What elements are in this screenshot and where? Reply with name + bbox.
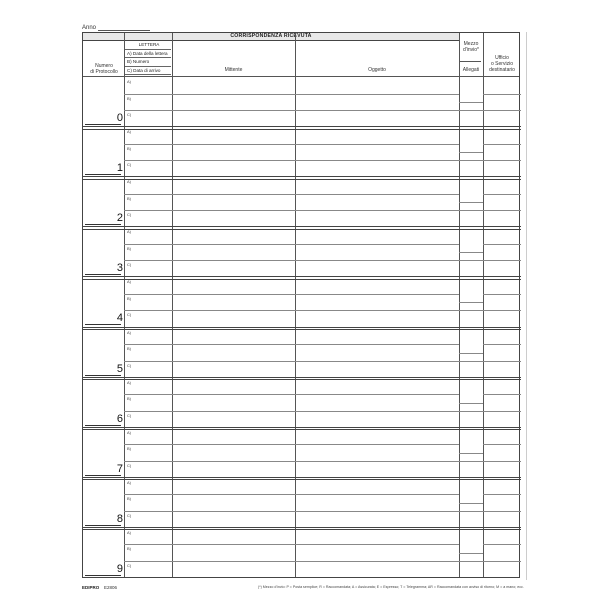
row-divider xyxy=(483,194,521,195)
row-sub-label: B) xyxy=(127,195,131,201)
row-divider xyxy=(483,294,521,295)
row-sub-label: C) xyxy=(127,362,132,368)
allegati-divider xyxy=(459,260,483,261)
header-numero xyxy=(85,63,123,75)
footer-logo: EDIPRO xyxy=(82,585,100,590)
row-sub-label: A) xyxy=(127,329,131,335)
protocol-number-line xyxy=(85,425,121,426)
anno-blank[interactable] xyxy=(98,24,150,31)
allegati-divider xyxy=(459,511,483,512)
register-table xyxy=(82,32,520,578)
row-divider xyxy=(483,144,521,145)
row-divider xyxy=(124,110,459,111)
row-sub-label: C) xyxy=(127,562,132,568)
row-sub-label: B) xyxy=(127,446,131,452)
allegati-divider xyxy=(459,210,483,211)
row-divider xyxy=(124,361,459,362)
protocol-number: 0 xyxy=(116,112,123,125)
register-entry xyxy=(83,77,521,127)
row-sub-label: B) xyxy=(127,245,131,251)
row-divider xyxy=(124,194,459,195)
header-numero-lettera: B) Numero xyxy=(125,58,171,67)
row-sub-label: A) xyxy=(127,479,131,485)
anno-label: Anno xyxy=(82,25,97,31)
allegati-divider xyxy=(459,561,483,562)
row-sub-label: C) xyxy=(127,112,132,117)
header-lettera-title: LETTERA xyxy=(125,41,171,50)
allegati-divider xyxy=(459,361,483,362)
row-sub-label: B) xyxy=(127,396,131,402)
allegati-divider xyxy=(459,310,483,311)
protocol-number: 9 xyxy=(116,562,123,575)
row-divider xyxy=(483,210,521,211)
row-sub-label: B) xyxy=(127,95,131,101)
row-divider xyxy=(483,461,521,462)
row-divider xyxy=(483,494,521,495)
row-divider xyxy=(483,411,521,412)
allegati-divider xyxy=(459,461,483,462)
header-oggetto: Oggetto xyxy=(368,67,386,73)
footer-code: E2806 xyxy=(104,585,118,590)
row-divider xyxy=(124,260,459,261)
allegati-divider xyxy=(459,152,483,153)
row-sub-label: A) xyxy=(127,279,131,285)
header-data-lettera: A) Data della lettera xyxy=(125,50,171,59)
allegati-divider xyxy=(459,503,483,504)
row-divider xyxy=(124,461,459,462)
protocol-number-line xyxy=(85,324,121,325)
allegati-divider xyxy=(459,453,483,454)
row-sub-label: A) xyxy=(127,129,131,135)
protocol-number: 1 xyxy=(116,162,123,175)
row-sub-label: A) xyxy=(127,429,131,435)
row-sub-label: C) xyxy=(127,162,132,168)
header-allegati: Allegati xyxy=(462,67,480,73)
protocol-number-line xyxy=(85,375,121,376)
row-sub-label: A) xyxy=(127,179,131,185)
row-divider xyxy=(124,511,459,512)
header-ufficio-line2: o Servizio xyxy=(491,61,513,67)
allegati-divider xyxy=(459,403,483,404)
row-divider xyxy=(124,160,459,161)
row-divider xyxy=(124,561,459,562)
row-divider xyxy=(483,561,521,562)
protocol-number-line xyxy=(85,475,121,476)
header-lettera xyxy=(125,41,171,75)
row-divider xyxy=(483,110,521,111)
header-mezzo-divider xyxy=(459,61,481,62)
row-divider xyxy=(124,544,459,545)
anno-field xyxy=(82,24,150,31)
row-sub-label: A) xyxy=(127,229,131,235)
row-sub-label: C) xyxy=(127,462,132,468)
protocol-number-line xyxy=(85,174,121,175)
protocol-number: 6 xyxy=(116,412,123,425)
row-sub-label: C) xyxy=(127,312,132,318)
row-divider xyxy=(483,244,521,245)
row-sub-label: A) xyxy=(127,379,131,385)
protocol-number: 4 xyxy=(116,312,123,325)
allegati-divider xyxy=(459,160,483,161)
header-mezzo xyxy=(460,41,482,53)
row-divider xyxy=(124,210,459,211)
register-entry xyxy=(83,277,521,327)
header-ufficio xyxy=(484,55,520,73)
register-entry xyxy=(83,478,521,528)
header-numero-line1: Numero xyxy=(95,63,113,69)
row-divider xyxy=(483,260,521,261)
protocol-number: 8 xyxy=(116,512,123,525)
header-mezzo-line2: d'invio* xyxy=(463,47,479,53)
row-sub-label: C) xyxy=(127,212,132,218)
row-sub-label: B) xyxy=(127,295,131,301)
row-sub-label: B) xyxy=(127,346,131,351)
register-entry xyxy=(83,428,521,478)
protocol-number: 7 xyxy=(116,462,123,475)
row-divider xyxy=(124,94,459,95)
header-mezzo-line1: Mezzo xyxy=(463,41,479,47)
header-ufficio-line3: destinatario xyxy=(489,67,515,73)
protocol-number-line xyxy=(85,575,121,576)
protocol-number: 2 xyxy=(116,212,123,225)
row-sub-label: C) xyxy=(127,512,132,518)
row-divider xyxy=(124,444,459,445)
allegati-divider xyxy=(459,353,483,354)
protocol-number-line xyxy=(85,224,121,225)
protocol-number: 5 xyxy=(116,362,123,375)
row-sub-label: A) xyxy=(127,529,131,535)
allegati-divider xyxy=(459,302,483,303)
row-divider xyxy=(124,411,459,412)
footer-note: (*) Mezzo d'invio: P = Posta semplice; R = Raccomandata; A = Assicurata; E = Espresso; T = Telegramma; AR = Raccomandata con avviso di ritorno; M = a mano; ecc. xyxy=(258,585,524,589)
header-data-arrivo: C) Data di arrivo xyxy=(125,67,171,76)
row-divider xyxy=(124,310,459,311)
row-sub-label: A) xyxy=(127,79,131,84)
header-mittente: Mittente xyxy=(224,67,243,73)
row-divider xyxy=(124,244,459,245)
row-divider xyxy=(483,94,521,95)
register-entry xyxy=(83,528,521,578)
allegati-divider xyxy=(459,110,483,111)
register-entry xyxy=(83,127,521,177)
row-sub-label: B) xyxy=(127,145,131,151)
row-sub-label: C) xyxy=(127,412,132,418)
row-divider xyxy=(124,144,459,145)
row-divider xyxy=(124,494,459,495)
row-divider xyxy=(483,544,521,545)
header-numero-line2: di Protocollo xyxy=(90,69,118,75)
allegati-divider xyxy=(459,102,483,103)
row-divider xyxy=(483,160,521,161)
row-divider xyxy=(124,344,459,345)
register-entry xyxy=(83,227,521,277)
allegati-divider xyxy=(459,252,483,253)
table-title: CORRISPONDENZA RICEVUTA xyxy=(83,33,460,41)
row-sub-label: B) xyxy=(127,546,131,552)
allegati-divider xyxy=(459,202,483,203)
row-sub-label: B) xyxy=(127,496,131,502)
allegati-divider xyxy=(459,411,483,412)
row-divider xyxy=(483,310,521,311)
row-divider xyxy=(124,294,459,295)
row-divider xyxy=(483,444,521,445)
row-divider xyxy=(483,394,521,395)
page-edge xyxy=(526,32,527,580)
protocol-number-line xyxy=(85,525,121,526)
register-entry xyxy=(83,378,521,428)
row-divider xyxy=(483,511,521,512)
row-divider xyxy=(483,344,521,345)
header-ufficio-line1: Ufficio xyxy=(495,55,509,61)
row-sub-label: C) xyxy=(127,262,132,268)
register-entry xyxy=(83,177,521,227)
protocol-number: 3 xyxy=(116,262,123,275)
allegati-divider xyxy=(459,553,483,554)
row-divider xyxy=(124,394,459,395)
protocol-number-line xyxy=(85,274,121,275)
register-entry xyxy=(83,328,521,378)
row-divider xyxy=(483,361,521,362)
protocol-number-line xyxy=(85,124,121,125)
